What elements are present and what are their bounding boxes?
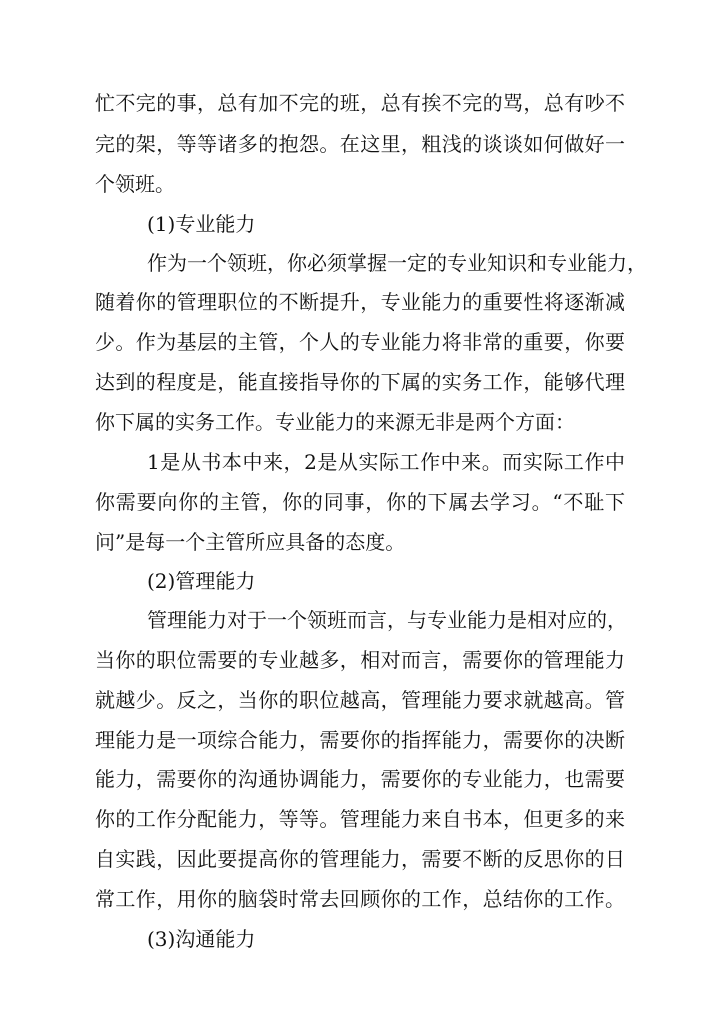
section-heading: (3)沟通能力 bbox=[147, 927, 256, 951]
text-line: 能力，需要你的沟通协调能力，需要你的专业能力，也需要 bbox=[95, 767, 625, 791]
text-line: 管理能力对于一个领班而言，与专业能力是相对应的， bbox=[147, 608, 627, 632]
text-line: 达到的程度是，能直接指导你的下属的实务工作，能够代理 bbox=[95, 370, 625, 394]
text-line: 就越少。反之，当你的职位越高，管理能力要求就越高。管 bbox=[95, 688, 625, 712]
text-line: 完的架，等等诸多的抱怨。在这里，粗浅的谈谈如何做好一 bbox=[95, 132, 625, 156]
text-line: 自实践，因此要提高你的管理能力，需要不断的反思你的日 bbox=[95, 847, 625, 871]
text-line: 你需要向你的主管，你的同事，你的下属去学习。“不耻下 bbox=[95, 490, 625, 514]
text-line: 当你的职位需要的专业越多，相对而言，需要你的管理能力 bbox=[95, 648, 625, 672]
text-line: 个领班。 bbox=[95, 172, 175, 196]
text-line: 你下属的实务工作。专业能力的来源无非是两个方面： bbox=[95, 410, 575, 434]
text-line: 理能力是一项综合能力，需要你的指挥能力，需要你的决断 bbox=[95, 728, 625, 752]
section-heading: (1)专业能力 bbox=[147, 212, 256, 236]
text-line: 忙不完的事，总有加不完的班，总有挨不完的骂，总有吵不 bbox=[95, 91, 625, 115]
section-heading: (2)管理能力 bbox=[147, 569, 256, 593]
text-line: 1是从书本中来，2是从实际工作中来。而实际工作中 bbox=[147, 450, 625, 474]
text-line: 随着你的管理职位的不断提升，专业能力的重要性将逐渐减 bbox=[95, 290, 625, 314]
text-line: 问”是每一个主管所应具备的态度。 bbox=[95, 530, 406, 554]
text-line: 作为一个领班，你必须掌握一定的专业知识和专业能力， bbox=[147, 251, 647, 275]
text-line: 常工作，用你的脑袋时常去回顾你的工作，总结你的工作。 bbox=[95, 887, 625, 911]
text-line: 少。作为基层的主管，个人的专业能力将非常的重要，你要 bbox=[95, 330, 625, 354]
text-line: 你的工作分配能力，等等。管理能力来自书本，但更多的来 bbox=[95, 807, 625, 831]
